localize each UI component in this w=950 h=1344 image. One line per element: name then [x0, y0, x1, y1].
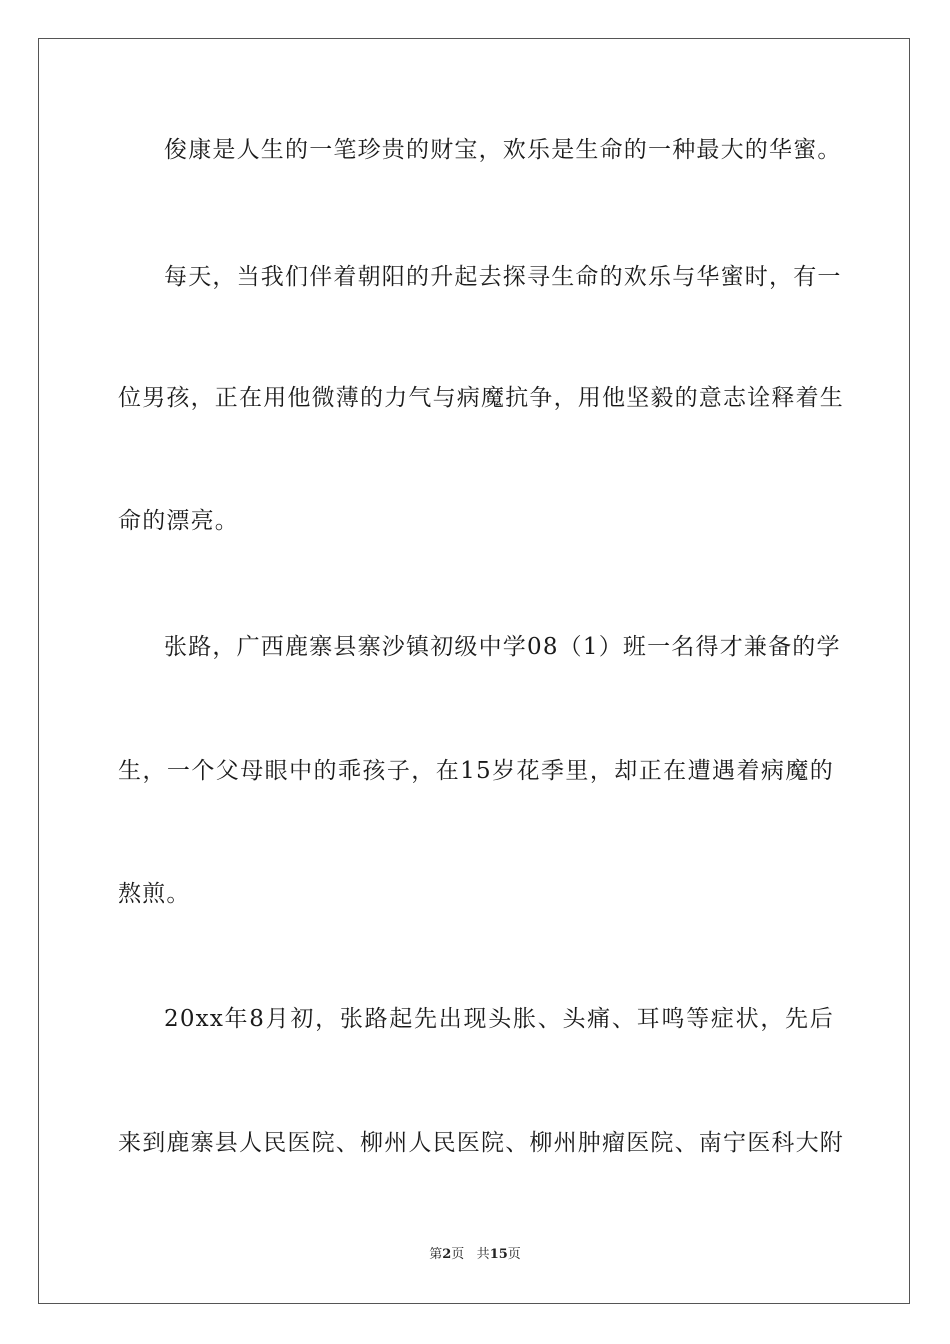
page-border: [38, 38, 910, 1304]
total-label-suffix: 页: [507, 1247, 521, 1262]
text-line: 位男孩，正在用他微薄的力气与病魔抗争，用他坚毅的意志诠释着生: [118, 385, 844, 411]
page-number: 2: [442, 1247, 452, 1262]
text-line: 命的漂亮。: [118, 508, 239, 534]
page-label-suffix: 页: [451, 1247, 465, 1262]
text-line: 熬煎。: [118, 881, 191, 907]
text-line: 20xx年8月初，张路起先出现头胀、头痛、耳鸣等症状，先后: [164, 1006, 834, 1032]
total-pages: 15: [489, 1247, 508, 1262]
text-line: 每天，当我们伴着朝阳的升起去探寻生命的欢乐与华蜜时，有一: [164, 264, 842, 290]
text-line: 来到鹿寨县人民医院、柳州人民医院、柳州肿瘤医院、南宁医科大附: [118, 1130, 844, 1156]
text-line: 张路，广西鹿寨县寨沙镇初级中学08（1）班一名得才兼备的学: [164, 634, 841, 660]
text-line: 生，一个父母眼中的乖孩子，在15岁花季里，却正在遭遇着病魔的: [118, 758, 834, 784]
page-label-prefix: 第: [429, 1247, 443, 1262]
page-footer: [0, 1246, 950, 1264]
text-line: 俊康是人生的一笔珍贵的财宝，欢乐是生命的一种最大的华蜜。: [164, 137, 842, 163]
total-label-prefix: 共: [476, 1247, 490, 1262]
